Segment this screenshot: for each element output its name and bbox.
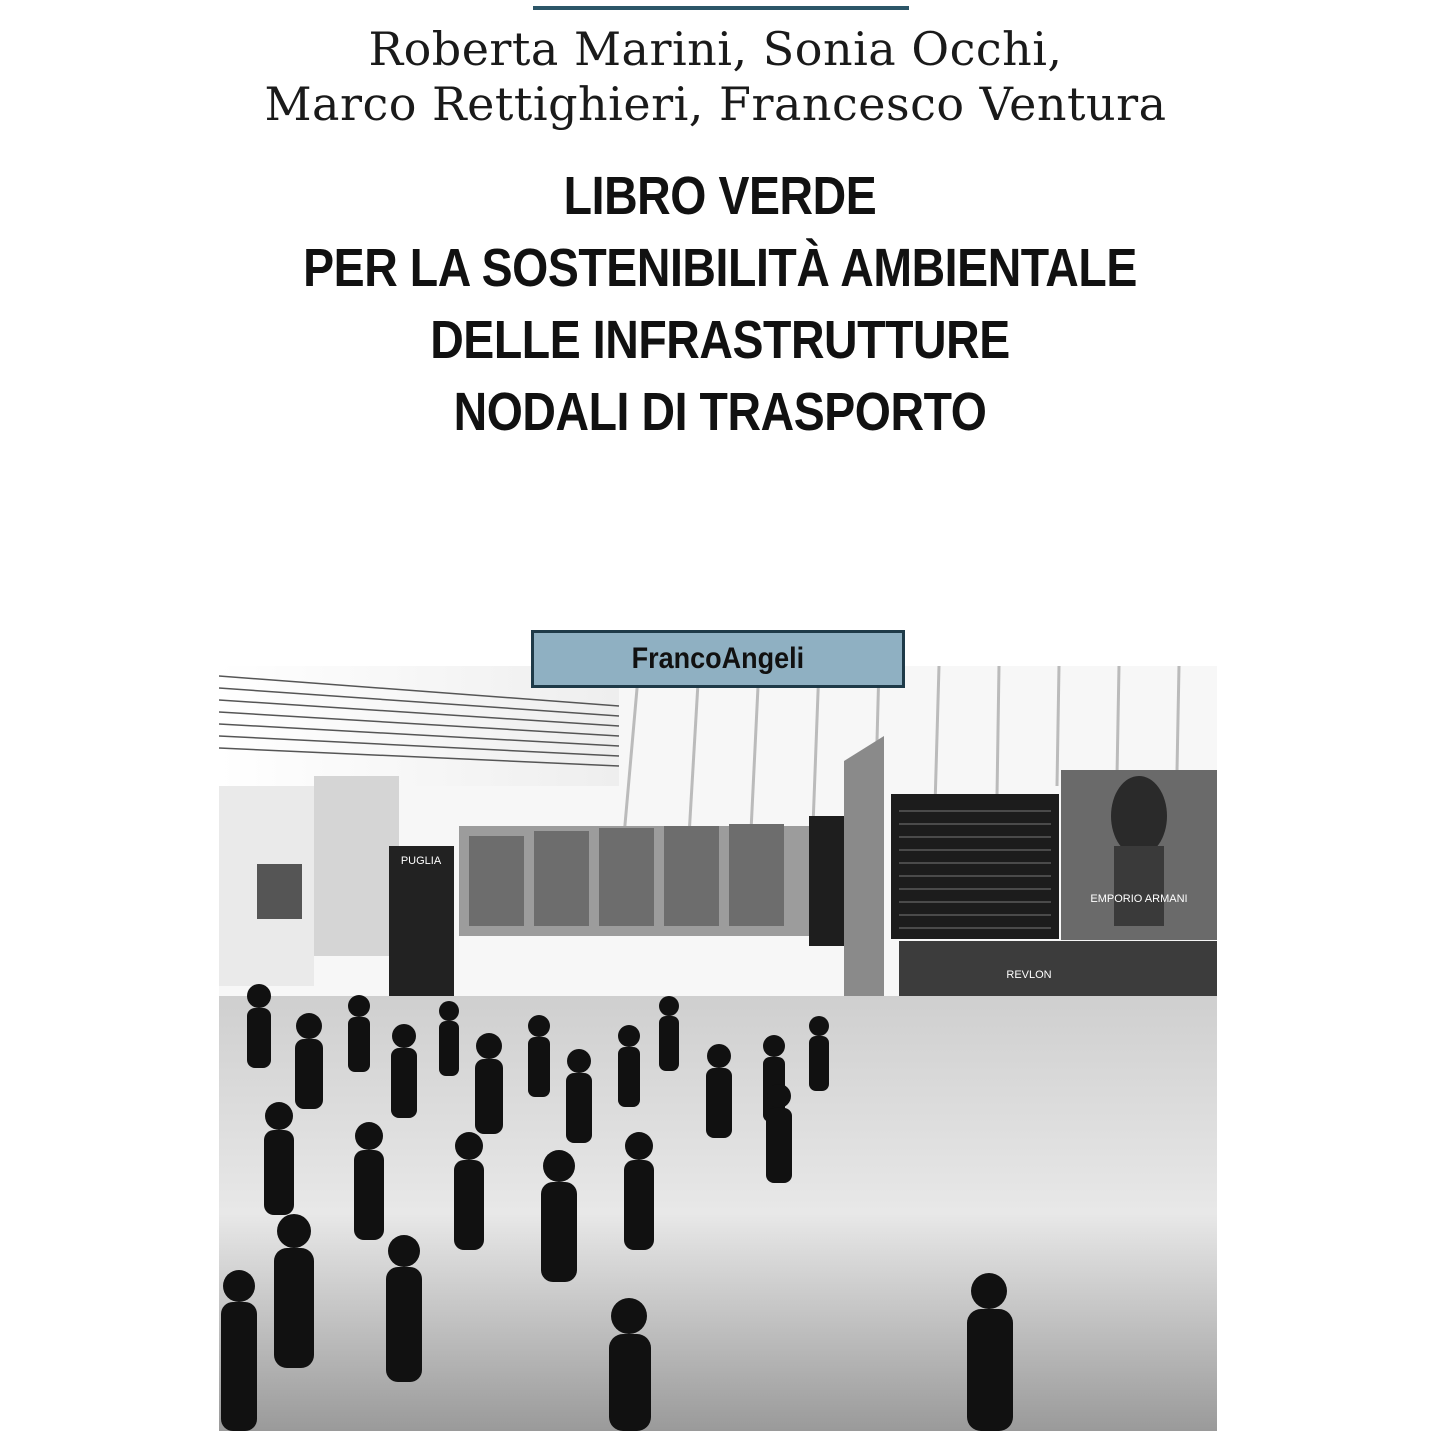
- title-line-1: LIBRO VERDE: [563, 166, 877, 226]
- info-sign: [257, 864, 302, 919]
- publisher-name: FrancoAngeli: [631, 642, 805, 675]
- publisher-box: [531, 630, 905, 688]
- emporio-text: EMPORIO ARMANI: [1090, 893, 1188, 905]
- title-line-4: NODALI DI TRASPORTO: [453, 382, 987, 442]
- departure-board: [891, 794, 1059, 939]
- title-line-3: DELLE INFRASTRUTTURE: [430, 310, 1010, 370]
- station-illustration: [219, 666, 1217, 1431]
- authors-line-2: Marco Rettighieri, Francesco Ventura: [264, 77, 1167, 131]
- top-accent-rule: [533, 6, 909, 10]
- revlon-sign: REVLON: [1006, 969, 1052, 981]
- cover-photo-station-hall: [219, 666, 1217, 1431]
- puglia-sign-text: PUGLIA: [400, 855, 442, 867]
- authors-block: [0, 22, 1431, 132]
- authors-line-1: Roberta Marini, Sonia Occhi,: [368, 22, 1063, 76]
- book-title: [101, 160, 1339, 448]
- title-line-2: PER LA SOSTENIBILITÀ AMBIENTALE: [303, 238, 1137, 298]
